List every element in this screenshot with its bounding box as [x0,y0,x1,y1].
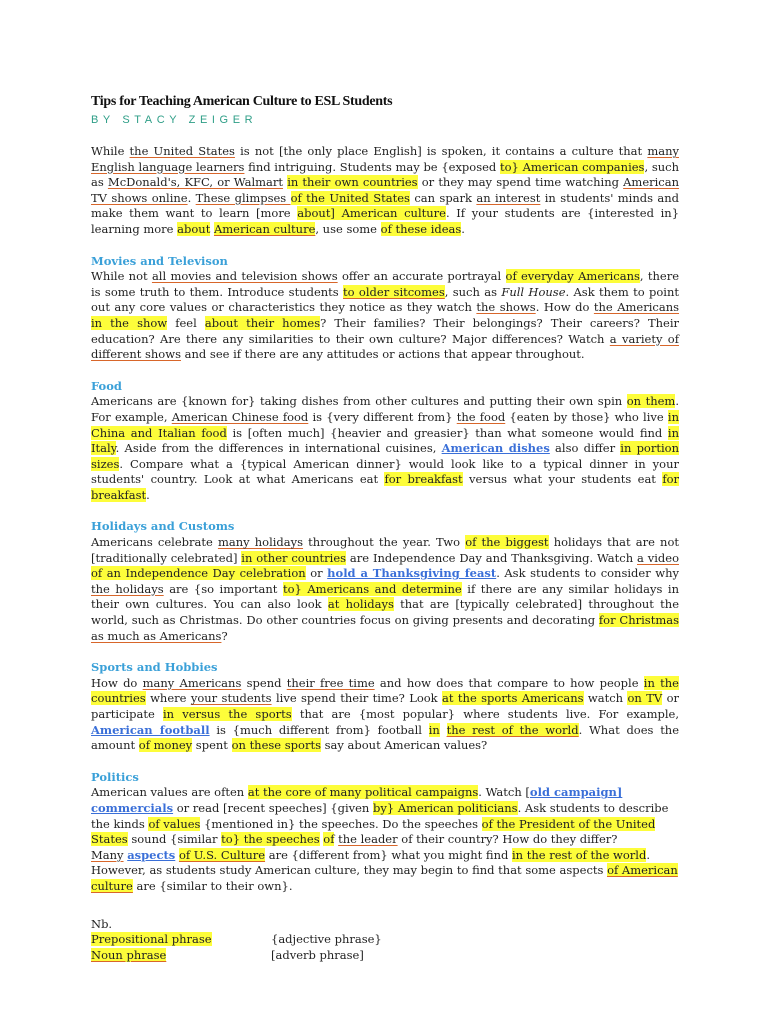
section-intro [91,144,679,238]
legend-nb: Nb. [91,916,113,931]
section-heading: Food [91,378,122,393]
text-run: Americans are {known for} taking dishes from other cultures and putting their own spin [91,394,627,409]
text-run: How do [91,675,143,690]
marked-phrase: your students [190,691,272,706]
marked-phrase: of American culture [91,863,678,893]
text-run: is not [the only place English] is spoken, it contains a culture that [234,144,648,158]
inline-link[interactable]: American dishes [441,441,550,456]
marked-phrase: in the countries [91,675,679,706]
text-run: and how does that compare to how people [374,675,644,690]
marked-phrase: to} American companies [500,159,645,174]
marked-phrase: in versus the sports [162,707,292,721]
text-run: live spend their time? Look [271,691,443,706]
text-run: . [187,190,196,205]
text-run: While not [91,269,152,284]
section-sports [91,660,679,754]
marked-phrase: many English language learners [91,144,679,174]
marked-phrase: American Chinese food [171,409,309,424]
marked-phrase: an interest [476,190,541,205]
marked-phrase: Many [91,847,124,862]
marked-phrase: for breakfast [91,472,679,502]
marked-phrase: in portion sizes [91,441,679,471]
text-run: sound {similar [127,832,222,847]
marked-phrase: in [428,722,440,737]
marked-phrase: of these ideas [380,221,462,236]
marked-phrase: of everyday Americans [505,269,640,284]
marked-phrase: at the core of many political campaigns [247,785,479,800]
marked-phrase: in Italy [91,425,679,456]
legend-adjective: {adjective phrase} [271,932,382,947]
marked-phrase: by} American politicians [372,800,518,815]
marked-phrase: in the rest of the world [512,847,647,862]
marked-phrase: as much as Americans [91,628,222,643]
marked-phrase: their free time [286,675,375,690]
marked-phrase: in the show [91,315,168,330]
intro-paragraph [91,144,679,238]
text-run: , such as [91,159,679,190]
marked-phrase: a variety of different shows [91,331,679,362]
section-paragraph [91,676,679,754]
inline-link[interactable]: American football [91,722,210,737]
section-heading: Holidays and Customs [91,519,235,534]
marked-phrase: in China and Italian food [91,409,679,440]
text-run: if there are any similar holidays in their own cultures. You can also look [91,581,680,612]
text-run: that are {most popular} where students live. For example, [291,707,679,721]
text-run: , there is some truth to them. Introduce students [91,269,679,299]
section-heading: Sports and Hobbies [91,660,218,675]
marked-phrase: on them [626,394,676,409]
marked-phrase: at holidays [327,597,394,612]
marked-phrase: to older sitcomes [343,284,445,299]
legend-row [91,932,679,948]
section-heading: Movies and Televison [91,253,228,268]
marked-phrase: to} Americans and determine [282,581,462,596]
text-run: {mentioned in} the speeches. Do the speeches [200,816,482,831]
italic-run: Full House [501,284,566,299]
text-run: While [91,144,130,158]
marked-phrase: of [323,832,335,847]
legend-prepositional: Prepositional phrase [91,932,212,947]
text-run: or they may spend time watching [417,175,624,190]
text-run: ? Their families? Their belongings? Their careers? Their education? Are there any similarities to their own culture? Major differences? Watch [91,315,680,346]
text-run: . For example, [91,394,679,424]
marked-phrase: the holidays [91,581,164,596]
section-paragraph [91,269,679,363]
text-run: find intriguing. Students may be {exposed [244,159,500,174]
text-run: and see if there are any attitudes or actions that appear throughout. [180,347,585,362]
text-run: . How do [535,300,594,315]
text-run: . Aside from the differences in international cuisines, [115,441,442,456]
marked-phrase: for breakfast [384,472,463,487]
text-run: throughout the year. Two [303,535,466,550]
inline-link[interactable]: hold a Thanksgiving feast [327,566,497,581]
marked-phrase: in other countries [241,550,347,565]
text-run: American values are often [91,785,248,800]
marked-phrase: all movies and television shows [151,269,338,284]
section-food [91,379,679,504]
marked-phrase: to} the speeches [221,832,320,847]
text-run: holidays that are not [traditionally celebrated] [91,535,680,565]
text-run: . Ask students to consider why [496,566,679,581]
document-page [91,94,679,963]
author-byline: BY STACY ZEIGER [91,114,258,126]
text-run: say about American values? [320,738,488,753]
text-run: offer an accurate portrayal [337,269,506,284]
section-politics [91,770,679,895]
text-run: watch [583,691,628,706]
text-run: Americans celebrate [91,535,218,550]
text-run: . What does the amount [91,722,680,753]
marked-phrase: the shows [476,300,536,315]
legend-adverb: [adverb phrase] [271,947,364,962]
marked-phrase: These glimpses [195,190,291,205]
text-run: spent [192,738,232,753]
marked-phrase: of the biggest [465,535,549,550]
text-run: spend [241,675,287,690]
marked-phrase: McDonald's, KFC, or Walmart [107,175,284,190]
marked-phrase: in their own countries [287,175,418,190]
marked-phrase: about] American culture [297,206,446,221]
legend-row [91,948,679,964]
inline-link[interactable]: old campaign] commercials [91,785,623,815]
marked-phrase: of the President of the United States [91,816,656,847]
text-run: are {so important [163,581,283,596]
text-run: can spark [409,190,477,205]
section-paragraph [91,785,679,894]
text-run: . Compare what a {typical American dinner} would look like to a typical dinner in your students' country. Look at what Americans eat [91,456,679,487]
section-movies [91,254,679,363]
legend-noun: Noun phrase [91,947,167,962]
marked-phrase: the rest of the world [446,722,579,737]
marked-phrase: many Americans [142,675,242,690]
marked-phrase: of values [148,816,201,831]
text-run: are {similar to their own}. [132,878,293,893]
marked-phrase: at the sports Americans [442,691,584,706]
text-run: . Ask them to point out any core values or characteristics they notice as they watch [91,284,679,315]
marked-phrase: the Americans [593,300,680,315]
text-run: that are [typically celebrated] throughout the world, such as Christmas. Do other countries focus on giving presents and decorating [91,597,679,628]
text-run: feel [167,315,205,330]
inline-link[interactable]: aspects [127,847,176,862]
text-run: . [146,487,150,502]
section-paragraph [91,394,679,503]
marked-phrase: the United States [129,144,235,158]
text-run [440,723,447,737]
marked-phrase: a video [637,550,679,565]
marked-phrase: of an Independence Day celebration [91,566,306,581]
text-run: , use some [315,221,381,236]
text-run: , such as [444,284,502,299]
text-run: also differ [549,441,621,456]
text-run: or read [recent speeches] {given [173,800,373,815]
marked-phrase: American TV shows online [91,175,680,205]
marked-phrase: about [177,221,211,236]
text-run: . However, as students study American culture, they may begin to find that some aspects [91,847,650,878]
text-run: or [305,566,328,581]
marked-phrase: the food [456,409,506,424]
document-title: Tips for Teaching American Culture to ESL Students [91,94,393,109]
marked-phrase: of the United States [290,190,410,205]
marked-phrase: the leader [338,832,398,847]
marked-phrase: of money [138,738,193,753]
text-run: is [often much] {heavier and greasier} than what someone would find [226,425,668,440]
text-run: ? [221,628,228,643]
text-run: {eaten by those} who live [505,409,668,424]
marked-phrase: for Christmas [598,613,679,628]
text-run: of their country? How do they differ? [397,832,618,847]
text-run: versus what your students eat [462,472,663,487]
marked-phrase: many holidays [217,535,304,550]
marked-phrase: of U.S. Culture [178,847,266,862]
text-run: . [461,221,465,236]
text-run: where [145,691,191,706]
marked-phrase: on TV [627,691,663,706]
text-run: are Independence Day and Thanksgiving. Watch [346,550,637,565]
marked-phrase: on these sports [231,738,321,753]
section-holidays [91,519,679,644]
text-run: or participate [91,691,679,721]
text-run: . Ask students to describe the kinds [91,800,669,831]
legend [91,917,679,964]
text-run: . Watch [ [478,785,530,800]
section-paragraph [91,535,679,644]
marked-phrase: American culture [213,221,316,236]
marked-phrase: about their homes [204,315,321,330]
section-heading: Politics [91,769,139,784]
text-run: is {very different from} [308,409,457,424]
text-run: are {different from} what you might find [265,847,512,862]
text-run: in students' minds and make them want to learn [more [91,190,679,221]
text-run: is {much different from} football [209,722,429,737]
text-run: . If your students are {interested in} learning more [91,206,680,236]
